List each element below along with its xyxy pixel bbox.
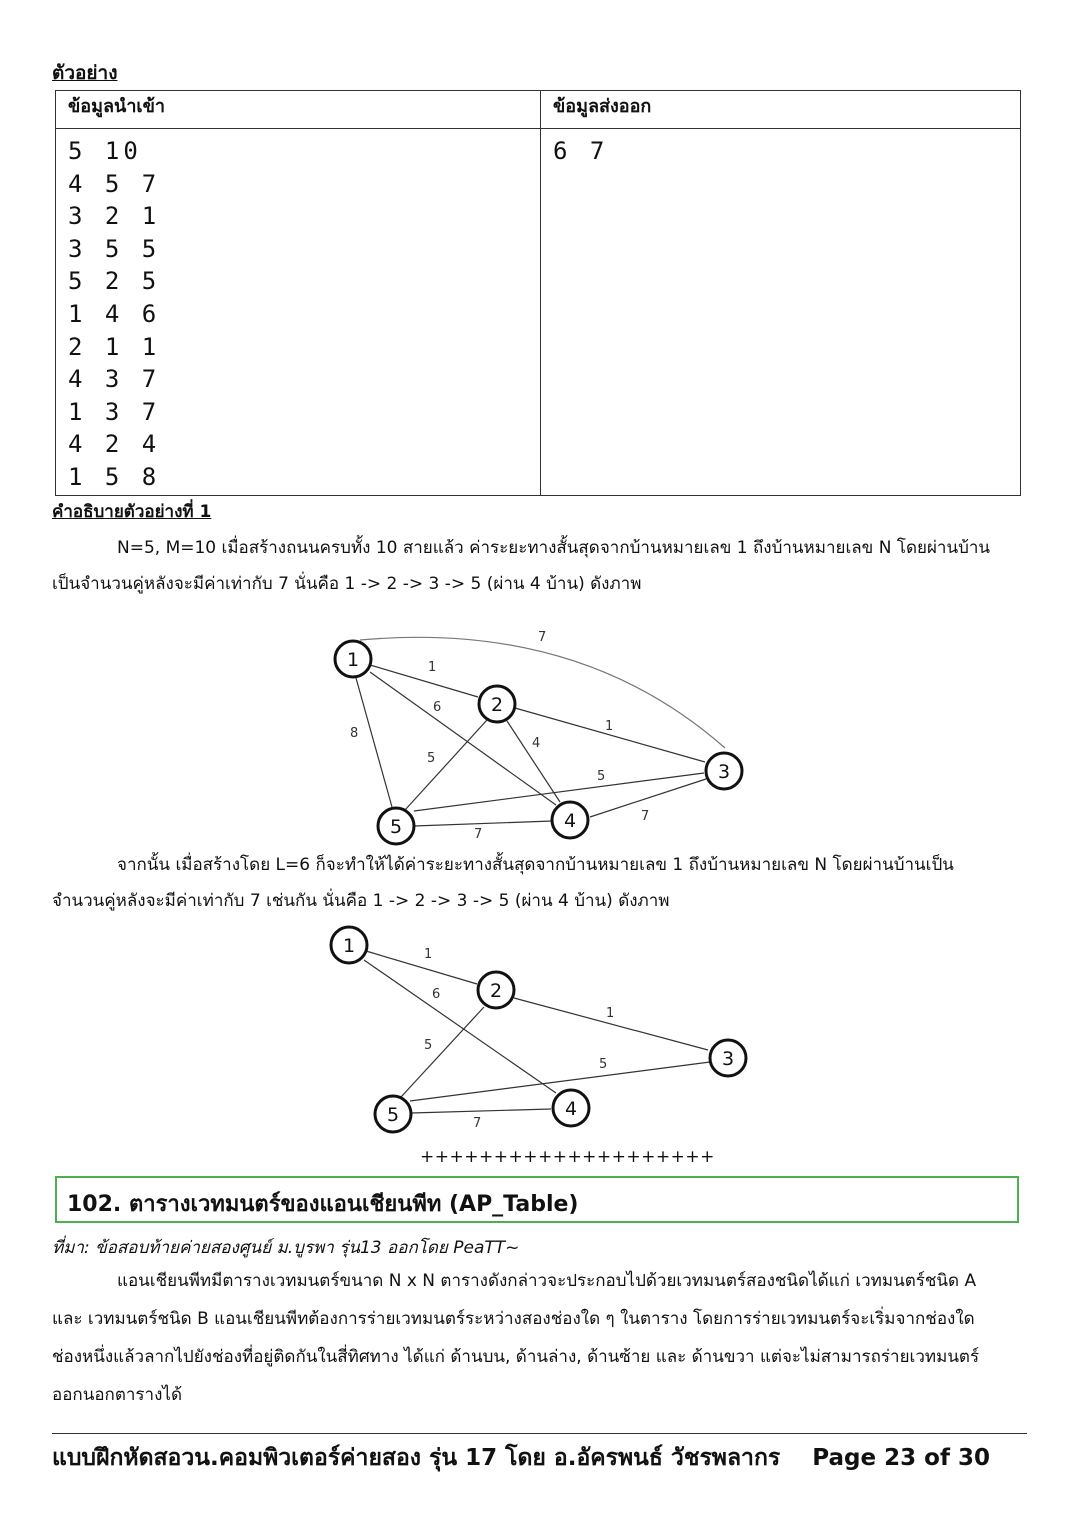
edge-4-5 [414,821,552,826]
problem-desc-line1: แอนเชียนพีทมีตารางเวทมนตร์ขนาด N x N ตารางดังกล่าวจะประกอบไปด้วยเวทมนตร์สองชนิดได้แก่ เวทมนตร์ชนิด A [117,1271,977,1291]
weight-3-5: 5 [599,1057,608,1072]
input-line: 4 2 4 [68,430,161,459]
output-lines [553,135,1008,168]
input-line: 4 5 7 [68,169,161,198]
weight-1-4: 6 [433,700,442,715]
explanation-para2-line2: จำนวนคู่หลังจะมีค่าเท่ากับ 7 เช่นกัน นั่นคือ 1 -> 2 -> 3 -> 5 (ผ่าน 4 บ้าน) ดังภาพ [52,891,670,911]
problem-title: 102. ตารางเวทมนตร์ของแอนเชียนพีท (AP_Table) [67,1192,579,1217]
problem-desc-line4: ออกนอกตารางได้ [52,1385,182,1405]
footer-page-number: Page 23 of 30 [812,1445,990,1471]
weight-2-5: 5 [424,1038,433,1053]
output-line: 6 7 [553,137,609,165]
node-3-label: 3 [721,1048,735,1070]
node-4-label: 4 [563,810,577,832]
input-line: 5 2 5 [68,267,161,296]
weight-1-4: 6 [432,987,441,1002]
weight-2-4: 4 [532,736,541,751]
edge-2-5 [401,1007,484,1097]
explanation-para1-line2: เป็นจำนวนคู่หลังจะมีค่าเท่ากับ 7 นั่นคือ 1 -> 2 -> 3 -> 5 (ผ่าน 4 บ้าน) ดังภาพ [52,574,642,594]
weight-1-2: 1 [428,660,437,675]
input-cell [56,129,541,496]
edge-2-4 [507,721,560,802]
edge-1-5 [356,678,392,807]
edge-2-3 [515,708,705,762]
footer-text: แบบฝึกหัดสอวน.คอมพิวเตอร์ค่ายสอง รุ่น 17 โดย อ.อัครพนธ์ วัชรพลากร [52,1445,781,1471]
footer-divider [52,1433,1027,1434]
node-2-label: 2 [490,694,504,716]
graph-figure-1 [300,620,780,850]
node-5-label: 5 [386,1104,400,1126]
problem-title-box [55,1176,1019,1223]
node-5-label: 5 [389,816,403,838]
weight-1-3: 7 [538,630,547,645]
weight-3-5: 5 [597,769,606,784]
weight-2-5: 5 [427,751,436,766]
weight-1-5: 8 [350,726,359,741]
problem-desc-line2: และ เวทมนตร์ชนิด B แอนเชียนพีทต้องการร่ายเวทมนตร์ระหว่างสองช่องใด ๆ ในตาราง โดยการร่ายเวทมนตร์จะเริ่มจากช่องใด [52,1309,975,1329]
node-4-label: 4 [564,1098,578,1120]
node-1-label: 1 [346,649,360,671]
graph-figure-2 [300,920,780,1145]
edge-1-2 [366,951,477,984]
edge-4-5 [411,1109,551,1113]
input-lines [68,135,528,494]
input-line: 1 5 8 [68,462,161,491]
edge-1-3 [360,637,725,748]
node-2-label: 2 [489,980,503,1002]
edge-1-4 [364,960,556,1093]
problem-source: ที่มา: ข้อสอบท้ายค่ายสองศูนย์ ม.บูรพา รุ่น13 ออกโดย PeaTT~ [52,1238,520,1258]
example-heading: ตัวอย่าง [52,62,118,84]
explanation-heading: คำอธิบายตัวอย่างที่ 1 [52,502,212,522]
output-header: ข้อมูลส่งออก [541,91,1021,129]
input-header: ข้อมูลนำเข้า [56,91,541,129]
weight-2-3: 1 [606,1006,615,1021]
weight-4-5: 7 [473,1116,482,1131]
weight-3-4: 7 [641,809,650,824]
problem-desc-line3: ช่องหนึ่งแล้วลากไปยังช่องที่อยู่ติดกันในสี่ทิศทาง ได้แก่ ด้านบน, ด้านล่าง, ด้านซ้าย และ ด้านขวา แต่จะไม่สามารถร่ายเวทมนตร์ [52,1347,980,1367]
input-line: 3 2 1 [68,202,161,231]
input-line: 5 10 [68,137,142,165]
input-line: 1 4 6 [68,299,161,328]
node-3-label: 3 [717,761,731,783]
separator: ++++++++++++++++++++ [420,1147,715,1167]
input-line: 4 3 7 [68,365,161,394]
edge-2-5 [405,720,487,810]
node-1-label: 1 [342,935,356,957]
input-line: 1 3 7 [68,397,161,426]
input-line: 3 5 5 [68,234,161,263]
edge-1-2 [370,665,478,697]
weight-2-3: 1 [605,719,614,734]
input-line: 2 1 1 [68,332,161,361]
weight-4-5: 7 [474,827,483,842]
output-cell [541,129,1021,496]
explanation-para2-line1: จากนั้น เมื่อสร้างโดย L=6 ก็จะทำให้ได้ค่าระยะทางสั้นสุดจากบ้านหมายเลข 1 ถึงบ้านหมายเลข N โดยผ่านบ้านเป็น [117,855,954,875]
weight-1-2: 1 [424,947,433,962]
example-table [55,90,1021,496]
page-footer [52,1440,990,1476]
explanation-para1-line1: N=5, M=10 เมื่อสร้างถนนครบทั้ง 10 สายแล้ว ค่าระยะทางสั้นสุดจากบ้านหมายเลข 1 ถึงบ้านหมายเลข N โดยผ่านบ้าน [117,538,991,558]
